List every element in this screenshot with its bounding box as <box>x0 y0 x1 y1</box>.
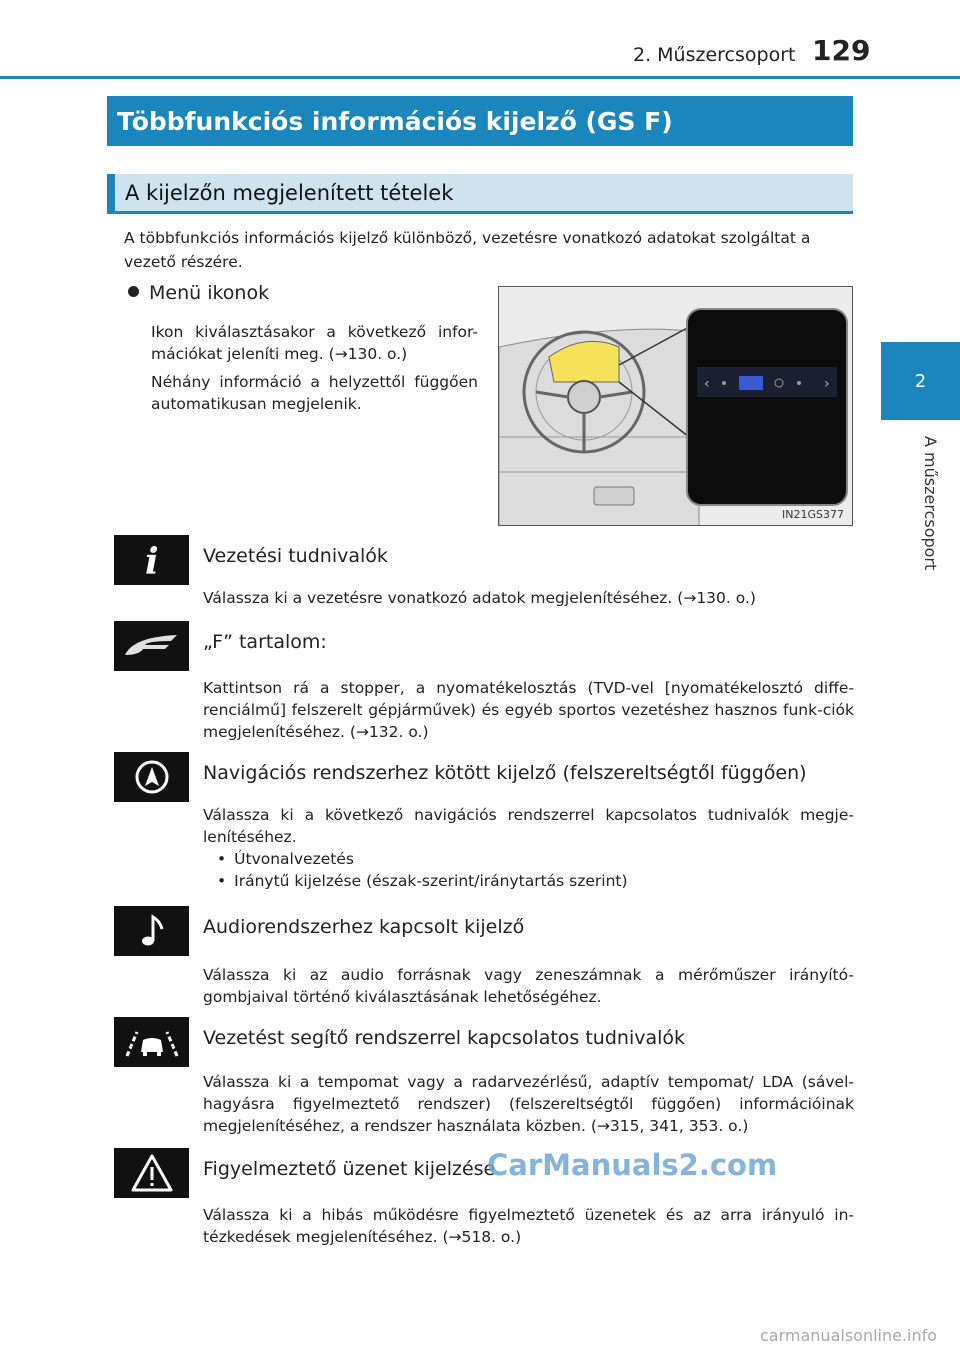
section-title: Többfunkciós információs kijelző (GS F) <box>107 96 853 146</box>
item-text: Válassza ki az audio forrásnak vagy zeneszámnak a mérőműszer irányító-gombjaival történő kiválasztásának lehetőségéhez. <box>203 966 854 1006</box>
footer-watermark: carmanualsonline.info <box>760 1326 938 1345</box>
page-number: 129 <box>812 34 871 67</box>
info-icon <box>114 535 189 585</box>
menu-description <box>151 321 478 421</box>
driving-assist-icon <box>114 1017 189 1067</box>
item-text: Válassza ki a hibás működésre figyelmeztető üzenetek és az arra irányuló in-tézkedések megjelenítéséhez. (→518. o.) <box>203 1206 854 1246</box>
f-logo-icon <box>114 621 189 671</box>
svg-text:›: › <box>824 376 830 392</box>
dashboard-drawing <box>499 287 853 526</box>
item-text <box>203 804 854 892</box>
item-text: Válassza ki a tempomat vagy a radarvezérlésű, adaptív tempomat/ LDA (sável-hagyásra figyelmeztető rendszer) (felszereltségtől függően) információinak megjelenítéséhez, a rendszer használata közben. (→315, 341, 353. o.) <box>203 1073 854 1135</box>
chapter-tab-number: 2 <box>914 370 927 392</box>
watermark: CarManuals2.com <box>487 1148 778 1182</box>
item-title: Vezetést segítő rendszerrel kapcsolatos tudnivalók <box>203 1027 686 1049</box>
item-title: Figyelmeztető üzenet kijelzése <box>203 1158 496 1180</box>
menu-desc-1: Ikon kiválasztásakor a következő infor-mációkat jeleníti meg. (→130. o.) <box>151 323 478 363</box>
item-title: Navigációs rendszerhez kötött kijelző (felszereltségtől függően) <box>203 762 807 784</box>
chapter-title: 2. Műszercsoport <box>633 44 796 66</box>
item-title: „F” tartalom: <box>203 631 327 653</box>
list-item: • Útvonalvezetés <box>217 848 854 870</box>
item-title: Vezetési tudnivalók <box>203 545 388 567</box>
music-note-icon <box>114 906 189 956</box>
menu-heading-text: Menü ikonok <box>149 282 270 304</box>
svg-text:‹: ‹ <box>704 376 710 392</box>
dashboard-illustration <box>498 286 853 526</box>
navigation-icon <box>114 752 189 802</box>
section-subtitle: A kijelzőn megjelenített tételek <box>107 174 853 214</box>
warning-icon <box>114 1148 189 1198</box>
chapter-tab-label: A műszercsoport <box>921 436 940 571</box>
svg-text:i: i <box>144 541 159 580</box>
menu-desc-2: Néhány információ a helyzettől függően automatikusan megjelenik. <box>151 373 478 413</box>
intro-paragraph: A többfunkciós információs kijelző különböző, vezetésre vonatkozó adatokat szolgáltat a vezető részére. <box>124 229 811 271</box>
header-rule <box>0 76 960 79</box>
chapter-tab[interactable] <box>881 342 960 420</box>
item-text-main: Válassza ki a következő navigációs rendszerrel kapcsolatos tudnivalók megje-lenítéséhez. <box>203 806 854 846</box>
item-text: Válassza ki a vezetésre vonatkozó adatok megjelenítéséhez. (→130. o.) <box>203 589 756 607</box>
figure-code: IN21GS377 <box>782 508 844 521</box>
list-item: • Iránytű kijelzése (észak-szerint/iránytartás szerint) <box>217 870 854 892</box>
bullet-dot-icon <box>128 286 139 297</box>
item-text: Kattintson rá a stopper, a nyomatékelosztás (TVD-vel [nyomatékelosztó diffe-renciálmű] felszerelt gépjárművek) és egyéb sportos vezetéshez hasznos funk-ciók megjelenítéséhez. (→132. o.) <box>203 679 854 741</box>
item-title: Audiorendszerhez kapcsolt kijelző <box>203 916 525 938</box>
menu-heading <box>128 282 269 304</box>
